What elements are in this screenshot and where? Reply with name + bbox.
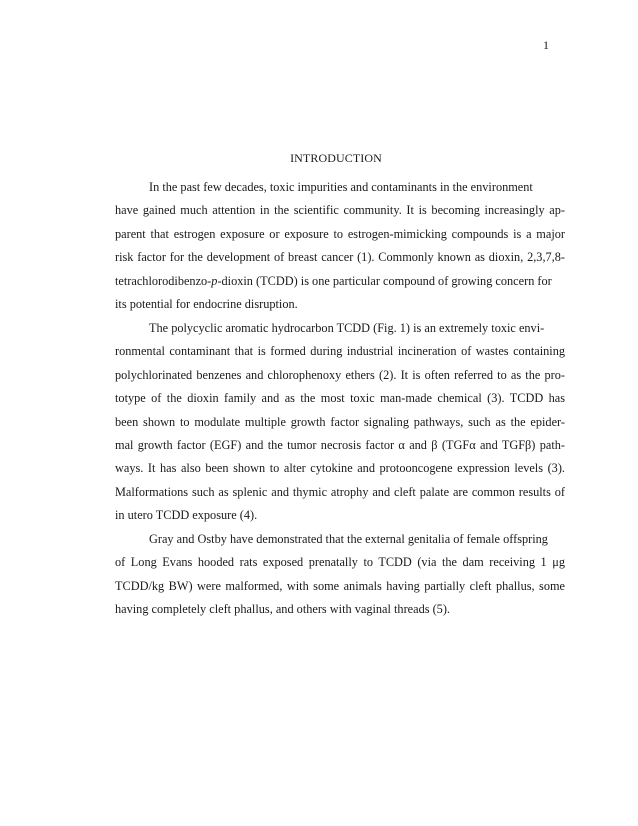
- text-line: risk factor for the development of breast cancer (1). Commonly known as dioxin, 2,3,7,8-: [115, 250, 565, 265]
- text-run: -dioxin (TCDD) is one particular compound of growing concern for: [217, 273, 552, 288]
- text-line: parent that estrogen exposure or exposure to estrogen-mimicking compounds is a major: [115, 226, 565, 241]
- text-line: totype of the dioxin family and as the most toxic man-made chemical (3). TCDD has: [115, 391, 565, 406]
- text-line: of Long Evans hooded rats exposed prenatally to TCDD (via the dam receiving 1 μg: [115, 555, 565, 570]
- italic-run: p: [211, 273, 218, 288]
- text-line: ronmental contaminant that is formed during industrial incineration of wastes containing: [115, 344, 565, 359]
- text-line: having completely cleft phallus, and others with vaginal threads (5).: [115, 602, 450, 617]
- body-text: [115, 176, 565, 622]
- text-line: have gained much attention in the scientific community. It is becoming increasingly ap-: [115, 203, 565, 218]
- text-line: In the past few decades, toxic impurities and contaminants in the environment: [149, 180, 533, 194]
- text-line: [115, 270, 565, 293]
- text-line: polychlorinated benzenes and chlorophenoxy ethers (2). It is often referred to as the pro-: [115, 367, 565, 382]
- text-line: in utero TCDD exposure (4).: [115, 508, 258, 523]
- text-run: tetrachlorodibenzo-: [115, 273, 212, 288]
- text-line: mal growth factor (EGF) and the tumor necrosis factor α and β (TGFα and TGFβ) path-: [115, 437, 565, 452]
- text-line: Gray and Ostby have demonstrated that the external genitalia of female offspring: [149, 531, 548, 546]
- text-line: been shown to modulate multiple growth factor signaling pathways, such as the epider-: [115, 414, 565, 429]
- section-heading: INTRODUCTION: [290, 151, 382, 165]
- text-line: Malformations such as splenic and thymic atrophy and cleft palate are common results of: [115, 484, 565, 499]
- text-line: ways. It has also been shown to alter cytokine and protooncogene expression levels (3).: [115, 461, 565, 476]
- text-line: its potential for endocrine disruption.: [115, 297, 298, 312]
- text-line: TCDD/kg BW) were malformed, with some animals having partially cleft phallus, some: [115, 578, 565, 593]
- text-line: The polycyclic aromatic hydrocarbon TCDD (Fig. 1) is an extremely toxic envi-: [149, 320, 545, 335]
- page-number: 1: [543, 38, 549, 52]
